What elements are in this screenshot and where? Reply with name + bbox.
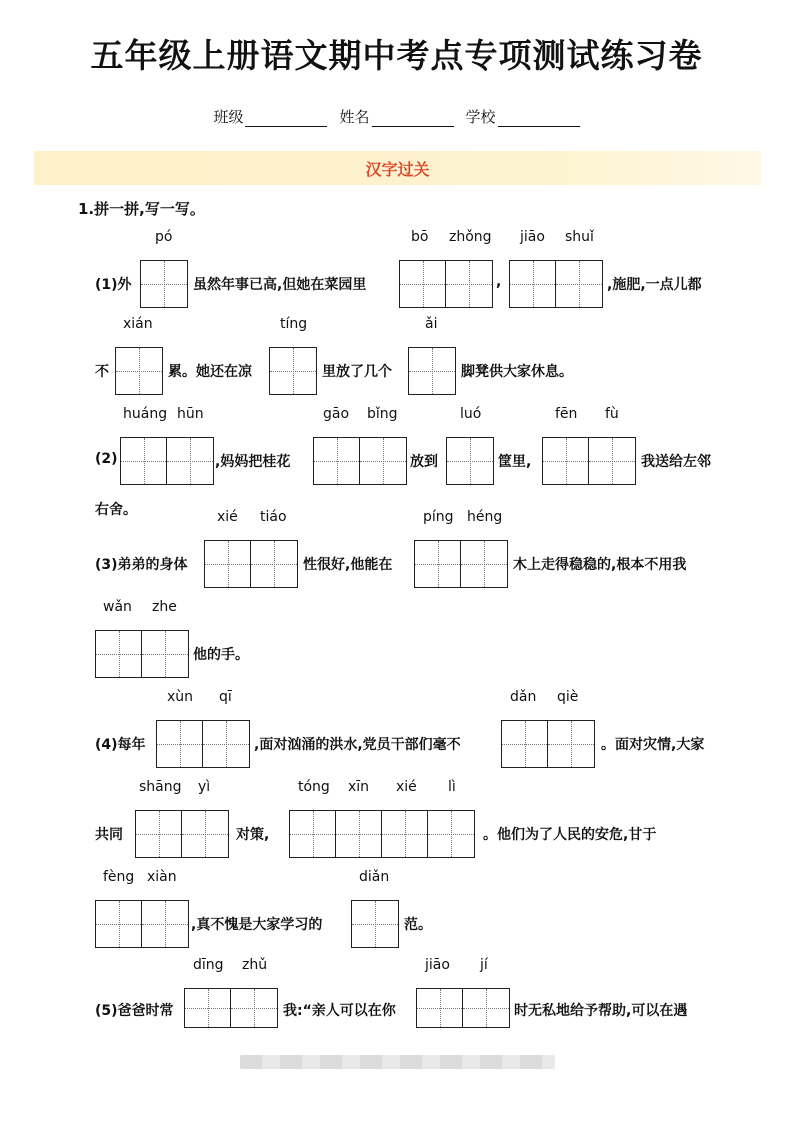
exercise-line [95,599,725,680]
page-title: 五年级上册语文期中考点专项测试练习卷 [90,36,703,75]
sentence-text: 他的手。 [193,647,249,663]
pinyin: fèng [103,869,135,885]
pinyin: gāo [323,406,350,422]
sentence-text: ,面对汹涌的洪水,党员干部们毫不 [254,737,461,753]
exercise-line [95,406,725,487]
sentence-text: 共同 [95,827,123,843]
answer-box[interactable] [156,720,250,768]
pinyin: tóng [298,779,330,795]
answer-box[interactable] [351,900,399,948]
pinyin: fēn [555,406,578,422]
pinyin: yì [198,779,211,795]
pinyin: zhǔ [242,957,268,973]
pinyin: wǎn [103,599,132,615]
sentence-text: ,真不愧是大家学习的 [191,917,323,933]
sentence-text: , [496,274,502,290]
sentence-text: (1)外 [95,277,132,293]
name-blank[interactable] [372,110,454,127]
pinyin: qī [219,689,232,705]
pinyin: diǎn [359,869,390,885]
pinyin: zhǒng [449,229,492,245]
answer-box[interactable] [501,720,595,768]
sentence-text: 。面对灾情,大家 [601,737,705,753]
pinyin: shāng [139,779,182,795]
exercise-line [95,316,725,397]
pinyin: hūn [177,406,204,422]
section-title: 汉字过关 [365,160,430,179]
school-label: 学校 [465,108,496,126]
answer-box[interactable] [115,347,163,395]
pinyin: xián [123,316,153,332]
class-blank[interactable] [245,110,327,127]
sentence-text: 时无私地给予帮助,可以在遇 [514,1003,688,1019]
sentence-text: 放到 [410,454,438,470]
answer-box[interactable] [135,810,229,858]
sentence-text: 对策, [236,827,270,843]
exercise-line [95,496,725,520]
pinyin: qiè [557,689,579,705]
pinyin: tíng [280,316,308,332]
pinyin: fù [605,406,619,422]
pinyin: lì [448,779,456,795]
sentence-text: ,施肥,一点儿都 [607,277,702,293]
pinyin: héng [467,509,503,525]
sentence-text: (2) [95,451,118,467]
sentence-text: 不 [95,364,109,380]
pinyin: shuǐ [565,229,594,245]
sentence-text: 木上走得稳稳的,根本不用我 [513,557,687,573]
answer-box[interactable] [399,260,493,308]
pinyin: tiáo [260,509,287,525]
answer-box[interactable] [140,260,188,308]
pinyin: ǎi [425,316,438,332]
answer-box[interactable] [313,437,407,485]
pinyin: luó [460,406,482,422]
pinyin: zhe [152,599,177,615]
pinyin: dīng [193,957,224,973]
pinyin: xùn [167,689,194,705]
pinyin: píng [423,509,454,525]
sentence-text: 我送给左邻 [641,454,711,470]
sentence-text: 脚凳供大家休息。 [461,364,573,380]
pinyin: pó [155,229,173,245]
pinyin: jiāo [520,229,545,245]
answer-box[interactable] [95,900,189,948]
section-banner [34,151,761,185]
exercise-line [95,779,725,860]
answer-box[interactable] [542,437,636,485]
answer-box[interactable] [184,988,278,1028]
exercise-line [95,689,725,770]
pinyin: jiāo [425,957,450,973]
pinyin: xié [396,779,417,795]
answer-box[interactable] [446,437,494,485]
sentence-text: 累。她还在凉 [168,364,252,380]
sentence-text: (5)爸爸时常 [95,1003,174,1019]
class-label: 班级 [213,108,244,126]
student-info [0,106,793,127]
sentence-text: 里放了几个 [322,364,392,380]
pinyin: xīn [348,779,370,795]
answer-box[interactable] [204,540,298,588]
sentence-text: 右舍。 [95,502,137,518]
sentence-text: 性很好,他能在 [303,557,393,573]
question-title: 1.拼一拼,写一写。 [78,200,205,218]
name-label: 姓名 [339,108,370,126]
school-blank[interactable] [498,110,580,127]
answer-box[interactable] [509,260,603,308]
sentence-text: (3)弟弟的身体 [95,557,188,573]
blurred-footer [240,1055,555,1069]
pinyin: dǎn [510,689,537,705]
pinyin: bǐng [367,406,398,422]
exercise-line [95,869,725,950]
sentence-text: 筐里, [498,454,532,470]
pinyin: jí [480,957,488,973]
sentence-text: 我:“亲人可以在你 [283,1003,396,1019]
answer-box[interactable] [408,347,456,395]
answer-box[interactable] [289,810,475,858]
answer-box[interactable] [269,347,317,395]
answer-box[interactable] [95,630,189,678]
pinyin: xiàn [147,869,177,885]
sentence-text: ,妈妈把桂花 [215,454,291,470]
answer-box[interactable] [120,437,214,485]
answer-box[interactable] [414,540,508,588]
exercise-line [95,229,725,310]
sentence-text: 虽然年事已高,但她在菜园里 [193,277,367,293]
sentence-text: (4)每年 [95,737,146,753]
pinyin: bō [411,229,429,245]
pinyin: xié [217,509,238,525]
pinyin: huáng [123,406,168,422]
answer-box[interactable] [416,988,510,1028]
sentence-text: 。他们为了人民的安危,甘于 [483,827,657,843]
sentence-text: 范。 [404,917,432,933]
exercise-line [95,957,725,1028]
